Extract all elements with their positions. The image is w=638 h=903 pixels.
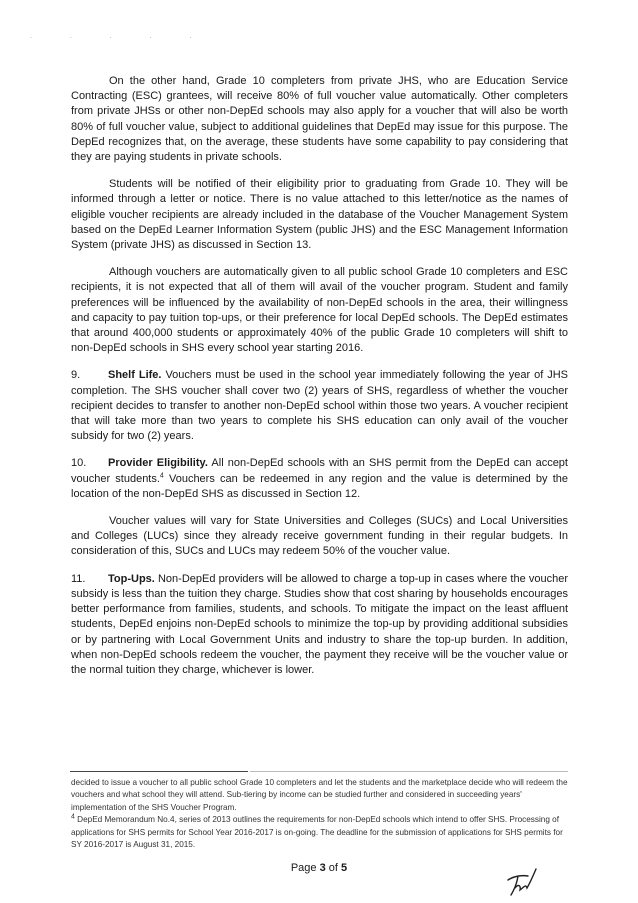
section-number: 10. [71, 457, 87, 470]
body-text [71, 74, 568, 690]
footnote-ref-4[interactable]: 4 [159, 472, 164, 480]
section-text: Non-DepEd providers will be allowed to charge a top-up in cases where the voucher subsidy is less than the tuition they charge. Studies show that cost sharing by households encourages better performance from families, students, and schools. To mitigate the impact on the least affluent students, DepEd enjoins non-DepEd schools to minimize the top-up by providing additional subsidies or by partnering with Local Government Units and industry to share the top-up burden. In addition, when non-DepEd schools redeem the voucher, the payment they receive will be the voucher value or the normal tuition they charge, whichever is lower. [71, 572, 568, 676]
footnote-divider-faint [250, 771, 568, 772]
footnote-text: DepEd Memorandum No.4, series of 2013 outlines the requirements for non-DepEd schools which intend to offer SHS. Processing of applications for SHS permits for School Year 2016-2017 is on-going. The deadline for the submission of applications for SHS permits for SY 2016-2017 is August 31, 2015. [71, 815, 563, 850]
footnote-marker: 4 [71, 813, 75, 821]
footnotes [71, 777, 571, 851]
paragraph-esc-grantees: On the other hand, Grade 10 completers from private JHS, who are Education Service Contracting (ESC) grantees, will receive 80% of full voucher value automatically. Other completers from private JHSs or other non-DepEd schools may also apply for a voucher that will also be worth 80% of full voucher value, subject to additional guidelines that DepEd may issue for this purpose. The DepEd recognizes that, on the average, these students have some capability to pay considering that they are paying students in private schools. [71, 75, 568, 164]
section-title: Top-Ups. [108, 572, 155, 585]
section-number: 11. [71, 572, 86, 585]
section-number: 9. [71, 369, 81, 382]
total-pages: 5 [341, 862, 348, 874]
paragraph-suc-luc: Voucher values will vary for State Universities and Colleges (SUCs) and Local Universities and Colleges (LUCs) since they already receive government funding in their regular budgets. In consideration of this, SUCs and LUCs may redeem 50% of the voucher value. [71, 515, 568, 558]
section-title: Shelf Life. [108, 369, 162, 382]
footnote-4 [71, 814, 571, 851]
page-number: Page 3 of 5 [290, 862, 348, 874]
scan-specks: . . . . . [30, 33, 210, 40]
section-text-continued: Vouchers can be redeemed in any region and the value is determined by the location of the non-DepEd SHS as discussed in Section 12. [71, 472, 568, 500]
section-9-shelf-life [71, 368, 568, 444]
paragraph-eligibility-notice: Students will be notified of their eligibility prior to graduating from Grade 10. They will be informed through a letter or notice. There is no value attached to this letter/notice as the names of eligible voucher recipients are already included in the database of the Voucher Management System based on the DepEd Learner Information System (public JHS) and the ESC Management Information System (private JHS) as discussed in Section 13. [71, 178, 568, 252]
handwritten-initials [505, 866, 541, 898]
current-page: 3 [319, 862, 326, 874]
paragraph-voucher-uptake: Although vouchers are automatically given to all public school Grade 10 completers and ESC recipients, it is not expected that all of them will avail of the voucher program. Student and family preferences will be influenced by the availability of non-DepEd schools in the area, their willingness and capacity to pay tuition top-ups, or their preference for local DepEd schools. The DepEd estimates that around 400,000 students or approximately 40% of the public Grade 10 completers will shift to non-DepEd schools in SHS every school year starting 2016. [71, 266, 568, 355]
section-10-provider-eligibility [71, 456, 568, 502]
footnote-continued: decided to issue a voucher to all public school Grade 10 completers and let the students and the marketplace decide who will redeem the vouchers and what school they will attend. Sub-tiering by income can be studied further and considered in succeeding years' implementation of the SHS Voucher Program. [71, 778, 568, 812]
section-title: Provider Eligibility. [108, 457, 208, 470]
section-11-top-ups [71, 572, 568, 678]
section-text: Vouchers must be used in the school year immediately following the year of JHS completion. The SHS voucher shall cover two (2) years of SHS, regardless of whether the voucher recipient decides to transfer to another non-DepEd school within those two years. A voucher recipient that will take more than two years to complete his SHS education can only avail of the voucher subsidy for two (2) years. [71, 369, 568, 443]
section-text: All non-DepEd schools with an SHS permit from the DepEd can accept voucher students. [71, 457, 568, 485]
footnote-divider [70, 771, 248, 772]
